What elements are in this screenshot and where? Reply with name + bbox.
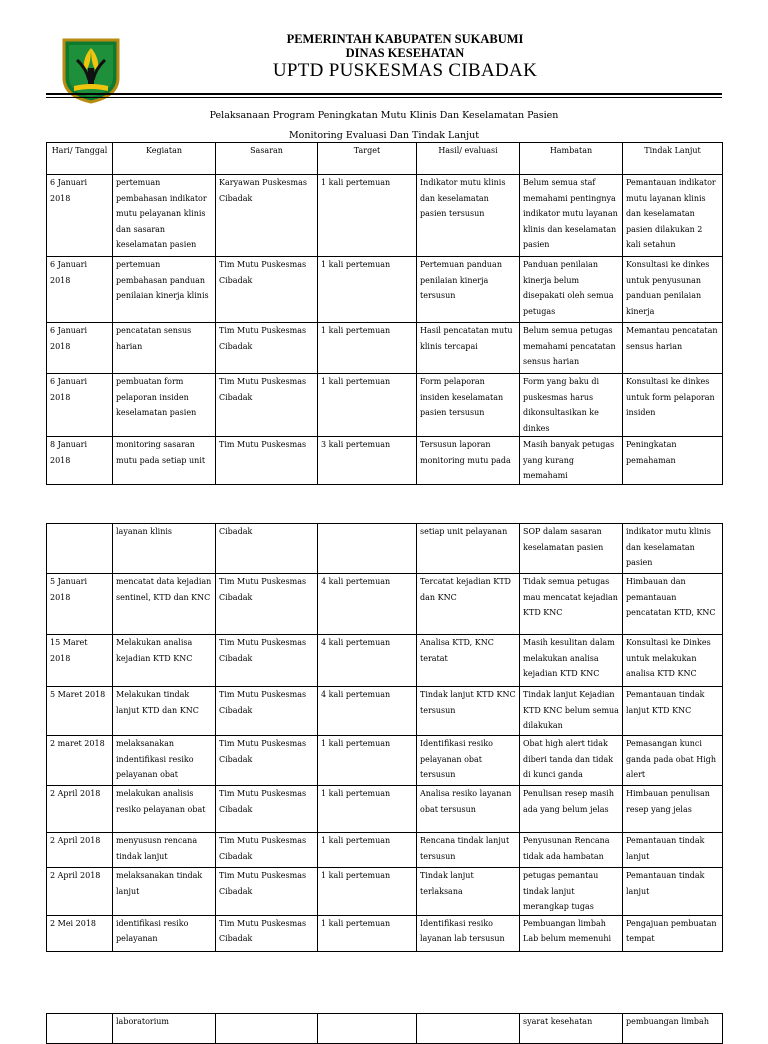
table-cell: Belum semua staf memahami pentingnya indikator mutu layanan klinis dan keselamatan pasien	[520, 175, 623, 257]
table-row	[47, 736, 723, 786]
column-header: Target	[318, 143, 417, 175]
table-cell: 6 Januari 2018	[47, 323, 113, 374]
column-header: Hambatan	[520, 143, 623, 175]
table-row	[47, 687, 723, 736]
unit-name: UPTD PUSKESMAS CIBADAK	[272, 60, 538, 81]
table-row	[47, 524, 723, 574]
column-header: Hasil/ evaluasi	[417, 143, 520, 175]
table-cell: Masih banyak petugas yang kurang memahami	[520, 437, 623, 485]
table-cell: 4 kali pertemuan	[318, 574, 417, 635]
table-cell: 4 kali pertemuan	[318, 687, 417, 736]
table-cell: Obat high alert tidak diberi tanda dan tidak di kunci ganda	[520, 736, 623, 786]
table-row	[47, 915, 723, 951]
table-cell: Penulisan resep masih ada yang belum jelas	[520, 786, 623, 833]
monitoring-table-page2	[46, 523, 723, 952]
table-cell: Tim Mutu Puskesmas Cibadak	[216, 574, 318, 635]
table-cell: Cibadak	[216, 524, 318, 574]
table-cell: 2 April 2018	[47, 833, 113, 868]
table-row	[47, 323, 723, 374]
letterhead	[0, 0, 768, 110]
table-row	[47, 574, 723, 635]
table-cell: 1 kali pertemuan	[318, 915, 417, 951]
document-title: Pelaksanaan Program Peningkatan Mutu Klinis Dan Keselamatan Pasien	[209, 110, 559, 121]
table-cell	[417, 1014, 520, 1044]
table-cell: SOP dalam sasaran keselamatan pasien	[520, 524, 623, 574]
table-cell: Analisa KTD, KNC teratat	[417, 635, 520, 687]
table-cell: Form pelaporan insiden keselamatan pasien tersusun	[417, 374, 520, 437]
table-row	[47, 1014, 723, 1044]
table-cell: Tim Mutu Puskesmas Cibadak	[216, 736, 318, 786]
table-cell: Pemantauan indikator mutu layanan klinis dan keselamatan pasien dilakukan 2 kali setahun	[623, 175, 723, 257]
table-cell: Konsultasi ke dinkes untuk form pelaporan insiden	[623, 374, 723, 437]
table-cell: Belum semua petugas memahami pencatatan sensus harian	[520, 323, 623, 374]
table-cell: setiap unit pelayanan	[417, 524, 520, 574]
table-cell: 6 Januari 2018	[47, 374, 113, 437]
table-cell: melaksanakan tindak lanjut	[113, 868, 216, 916]
table-cell: Pemasangan kunci ganda pada obat High alert	[623, 736, 723, 786]
table-cell: 15 Maret 2018	[47, 635, 113, 687]
table-cell: Tidak semua petugas mau mencatat kejadian KTD KNC	[520, 574, 623, 635]
table-cell: 6 Januari 2018	[47, 257, 113, 323]
table-cell	[318, 524, 417, 574]
department-name: DINAS KESEHATAN	[345, 46, 465, 60]
table-row	[47, 786, 723, 833]
table-cell: Hasil pencatatan mutu klinis tercapai	[417, 323, 520, 374]
table-cell: Penyusunan Rencana tidak ada hambatan	[520, 833, 623, 868]
table-cell: pertemuan pembahasan indikator mutu pelayanan klinis dan sasaran keselamatan pasien	[113, 175, 216, 257]
table-cell: Konsultasi ke dinkes untuk penyusunan panduan penilaian kinerja	[623, 257, 723, 323]
table-cell: Memantau pencatatan sensus harian	[623, 323, 723, 374]
table-row	[47, 833, 723, 868]
table-cell: Pemantauan tindak lanjut	[623, 868, 723, 916]
table-cell: Tim Mutu Puskesmas	[216, 437, 318, 485]
table-row	[47, 374, 723, 437]
table-cell: Tim Mutu Puskesmas Cibadak	[216, 833, 318, 868]
table-row	[47, 175, 723, 257]
table-cell: Pertemuan panduan penilaian kinerja tersusun	[417, 257, 520, 323]
table-cell: Rencana tindak lanjut tersusun	[417, 833, 520, 868]
table-cell: Identifikasi resiko layanan lab tersusun	[417, 915, 520, 951]
table-cell: mencatat data kejadian sentinel, KTD dan KNC	[113, 574, 216, 635]
table-cell: Identifikasi resiko pelayanan obat tersusun	[417, 736, 520, 786]
table-cell: 6 Januari 2018	[47, 175, 113, 257]
table-cell	[216, 1014, 318, 1044]
table-cell: 3 kali pertemuan	[318, 437, 417, 485]
table-cell: Pemantauan tindak lanjut KTD KNC	[623, 687, 723, 736]
column-header: Kegiatan	[113, 143, 216, 175]
table-cell: Tim Mutu Puskesmas Cibadak	[216, 868, 318, 916]
table-cell: Indikator mutu klinis dan keselamatan pasien tersusun	[417, 175, 520, 257]
table-cell: Tercatat kejadian KTD dan KNC	[417, 574, 520, 635]
table-row	[47, 257, 723, 323]
government-name: PEMERINTAH KABUPATEN SUKABUMI	[286, 32, 524, 46]
table-cell: identifikasi resiko pelayanan	[113, 915, 216, 951]
table-cell: melakukan analisis resiko pelayanan obat	[113, 786, 216, 833]
table-cell: Melakukan tindak lanjut KTD dan KNC	[113, 687, 216, 736]
table-cell: Tim Mutu Puskesmas Cibadak	[216, 257, 318, 323]
table-header-row	[47, 143, 723, 175]
table-cell: 4 kali pertemuan	[318, 635, 417, 687]
table-cell: 2 maret 2018	[47, 736, 113, 786]
table-cell: Pembuangan limbah Lab belum memenuhi	[520, 915, 623, 951]
column-header: Sasaran	[216, 143, 318, 175]
table-cell: Karyawan Puskesmas Cibadak	[216, 175, 318, 257]
table-cell: 2 April 2018	[47, 786, 113, 833]
table-cell: Masih kesulitan dalam melakukan analisa kejadian KTD KNC	[520, 635, 623, 687]
column-header: Hari/ Tanggal	[47, 143, 113, 175]
table-cell: Tindak lanjut KTD KNC tersusun	[417, 687, 520, 736]
table-cell: Tim Mutu Puskesmas Cibadak	[216, 635, 318, 687]
table-cell: Panduan penilaian kinerja belum disepakati oleh semua petugas	[520, 257, 623, 323]
table-cell: 1 kali pertemuan	[318, 833, 417, 868]
table-cell: Tim Mutu Puskesmas Cibadak	[216, 786, 318, 833]
table-cell	[47, 524, 113, 574]
table-row	[47, 437, 723, 485]
table-cell: Pemantauan tindak lanjut	[623, 833, 723, 868]
monitoring-table-page3	[46, 1013, 723, 1044]
monitoring-table-page1	[46, 142, 723, 485]
table-cell: 1 kali pertemuan	[318, 374, 417, 437]
table-cell: 1 kali pertemuan	[318, 175, 417, 257]
table-cell: petugas pemantau tindak lanjut merangkap tugas	[520, 868, 623, 916]
table-cell: Pengajuan pembuatan tempat	[623, 915, 723, 951]
table-cell: Tim Mutu Puskesmas Cibadak	[216, 915, 318, 951]
table-cell: Peningkatan pemahaman	[623, 437, 723, 485]
table-row	[47, 868, 723, 916]
table-cell: Tim Mutu Puskesmas Cibadak	[216, 687, 318, 736]
table-row	[47, 635, 723, 687]
table-cell	[318, 1014, 417, 1044]
table-cell: 1 kali pertemuan	[318, 257, 417, 323]
letterhead-rule-thick	[46, 93, 722, 95]
table-cell: 1 kali pertemuan	[318, 868, 417, 916]
table-cell: Form yang baku di puskesmas harus dikonsultasikan ke dinkes	[520, 374, 623, 437]
table-cell: pembuangan limbah	[623, 1014, 723, 1044]
table-cell: 8 Januari 2018	[47, 437, 113, 485]
table-cell: 2 April 2018	[47, 868, 113, 916]
table-cell: Himbauan dan pemantauan pencatatan KTD, KNC	[623, 574, 723, 635]
table-cell: Himbauan penulisan resep yang jelas	[623, 786, 723, 833]
table-cell: Tindak lanjut Kejadian KTD KNC belum semua dilakukan	[520, 687, 623, 736]
table-cell: Analisa resiko layanan obat tersusun	[417, 786, 520, 833]
column-header: Tindak Lanjut	[623, 143, 723, 175]
table-cell: 1 kali pertemuan	[318, 786, 417, 833]
table-cell: pencatatan sensus harian	[113, 323, 216, 374]
table-cell: Tim Mutu Puskesmas Cibadak	[216, 323, 318, 374]
table-cell: Tim Mutu Puskesmas Cibadak	[216, 374, 318, 437]
table-cell: melaksanakan indentifikasi resiko pelayanan obat	[113, 736, 216, 786]
document-subtitle: Monitoring Evaluasi Dan Tindak Lanjut	[288, 130, 480, 141]
table-cell: pembuatan form pelaporan insiden keselamatan pasien	[113, 374, 216, 437]
table-cell: 2 Mei 2018	[47, 915, 113, 951]
table-cell: syarat kesehatan	[520, 1014, 623, 1044]
table-cell: Tindak lanjut terlaksana	[417, 868, 520, 916]
table-cell: pertemuan pembahasan panduan penilaian kinerja klinis	[113, 257, 216, 323]
table-cell: Tersusun laporan monitoring mutu pada	[417, 437, 520, 485]
table-cell: 5 Maret 2018	[47, 687, 113, 736]
letterhead-rule-thin	[46, 97, 722, 98]
table-cell: Melakukan analisa kejadian KTD KNC	[113, 635, 216, 687]
table-cell: 1 kali pertemuan	[318, 323, 417, 374]
table-cell: laboratorium	[113, 1014, 216, 1044]
table-cell: menyususn rencana tindak lanjut	[113, 833, 216, 868]
table-cell: monitoring sasaran mutu pada setiap unit	[113, 437, 216, 485]
table-cell: indikator mutu klinis dan keselamatan pasien	[623, 524, 723, 574]
table-cell: 1 kali pertemuan	[318, 736, 417, 786]
table-cell	[47, 1014, 113, 1044]
table-cell: Konsultasi ke Dinkes untuk melakukan analisa KTD KNC	[623, 635, 723, 687]
table-cell: layanan klinis	[113, 524, 216, 574]
table-cell: 5 Januari 2018	[47, 574, 113, 635]
